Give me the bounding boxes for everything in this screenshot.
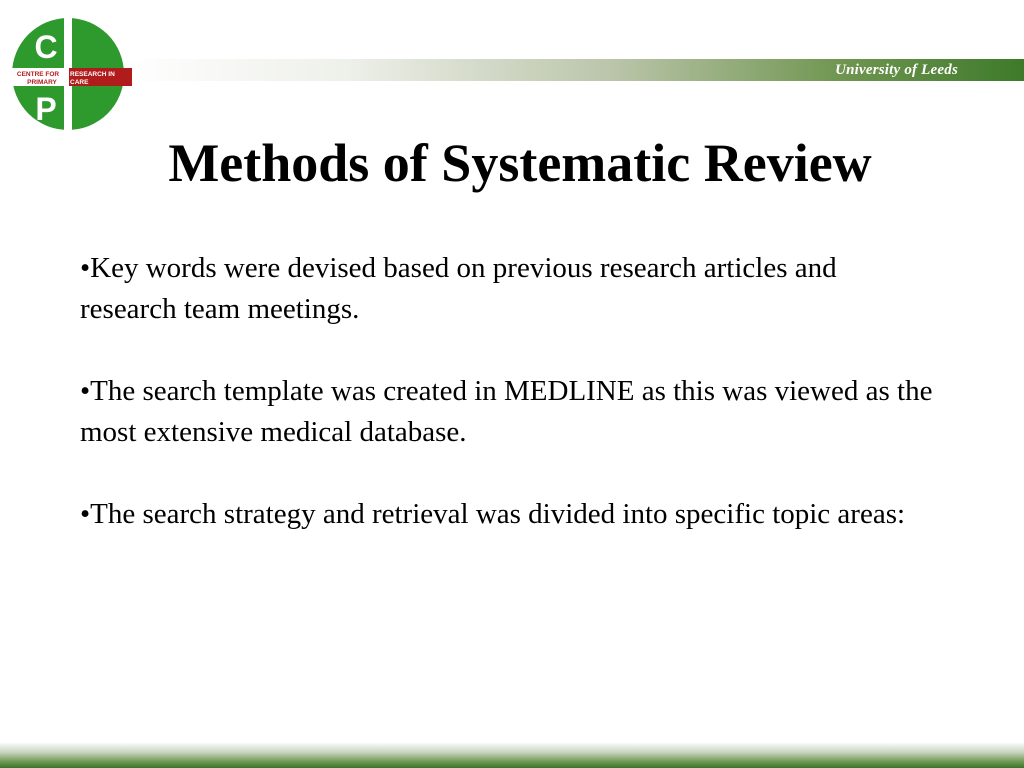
bullet-search-template: •The search template was created in MEDLINE as this was viewed as the most extensive medical database. [80, 375, 933, 448]
logo-letter-r: R [76, 29, 100, 65]
university-name: University of Leeds [835, 62, 958, 78]
bullet-keywords: •Key words were devised based on previous research articles and research team meetings. [80, 252, 837, 325]
logo-text-research-in: RESEARCH IN [70, 71, 115, 78]
slide-body [80, 248, 940, 576]
logo-letter-c1: C [34, 29, 58, 65]
crpc-logo [12, 16, 132, 136]
logo-text-care: CARE [70, 79, 89, 86]
logo-letter-c2: C [76, 91, 100, 127]
bullet-search-strategy: •The search strategy and retrieval was divided into specific topic areas: [80, 498, 906, 530]
logo-letter-p: P [35, 91, 57, 127]
footer-gradient-bar [0, 742, 1024, 768]
logo-text-primary: PRIMARY [27, 79, 57, 86]
logo-text-centre-for: CENTRE FOR [16, 71, 60, 78]
slide-title: Methods of Systematic Review [168, 133, 872, 193]
